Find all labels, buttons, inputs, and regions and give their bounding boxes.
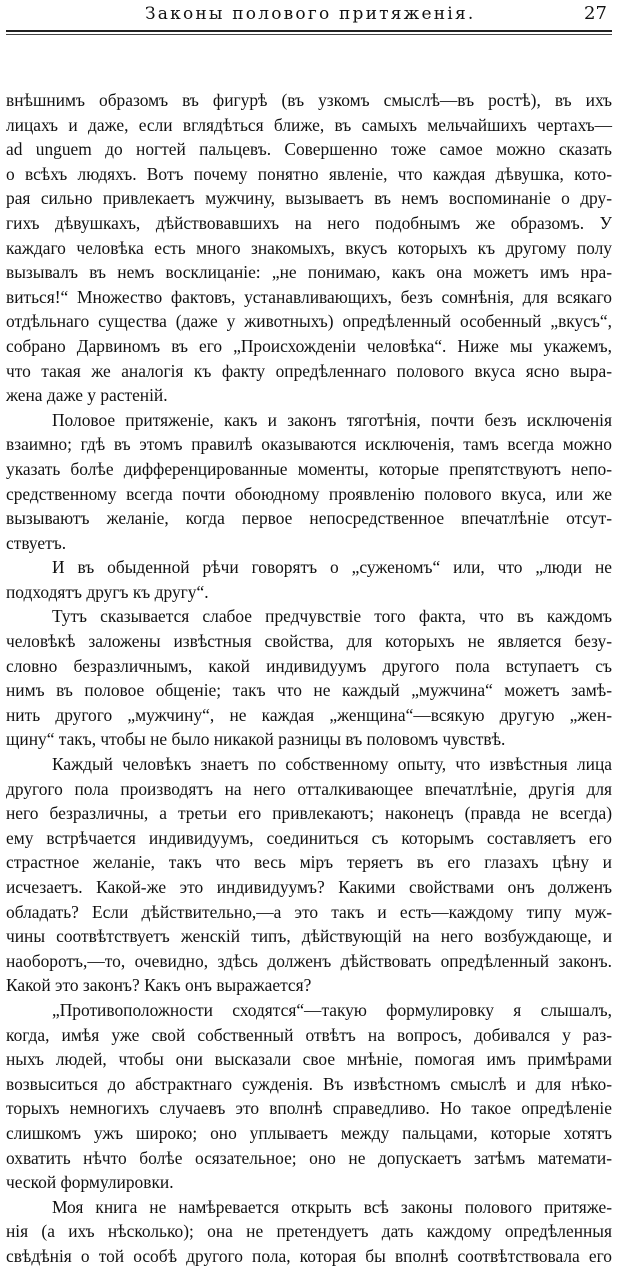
- text-line: лицахъ и даже, если вглядѣться ближе, въ самыхъ мельчайшихъ чертахъ—: [6, 114, 612, 135]
- text-line: ему встрѣчается индивидуумъ, соединиться съ которымъ составляетъ его: [6, 827, 612, 848]
- text-line: человѣкѣ заложены извѣстныя свойства, для которыхъ не является безу-: [6, 631, 612, 652]
- text-line: ствуетъ.: [6, 532, 67, 553]
- text-line: Половое притяженіе, какъ и законъ тяготѣнія, почти безъ исключенія: [52, 409, 612, 430]
- text-line: взаимно; гдѣ въ этомъ правилѣ оказываются исключенія, тамъ всегда можно: [6, 434, 612, 455]
- text-line: собрано Дарвиномъ въ его „Происхожденіи человѣка“. Ниже мы укажемъ,: [6, 335, 612, 356]
- text-line: нія (а ихъ нѣсколько); она не претендуетъ дать каждому опредѣленныя: [6, 1221, 612, 1242]
- text-line: что такая же аналогія къ факту опредѣленнаго полового вкуса ясно выра-: [6, 360, 612, 381]
- text-line: „Противоположности сходятся“—такую формулировку я слышалъ,: [52, 999, 612, 1020]
- text-line: чины соотвѣтствуетъ женскій типъ, дѣйствующій на него возбуждающе, и: [6, 926, 612, 947]
- text-line: исчезаетъ. Какой-же это индивидуумъ? Какими свойствами онъ долженъ: [6, 877, 612, 897]
- text-line: Тутъ сказывается слабое предчувствіе того факта, что въ каждомъ: [52, 606, 612, 627]
- text-line: Моя книга не намѣревается открыть всѣ законы полового притяже-: [52, 1196, 612, 1217]
- text-line: жена даже у растеній.: [6, 385, 168, 406]
- page-number: 27: [584, 3, 607, 24]
- text-line: рая сильно привлекаетъ мужчину, вызываетъ въ немъ воспоминаніе о дру-: [6, 188, 612, 209]
- text-line: отдѣльнаго существа (даже у животныхъ) опредѣленный особенный „вкусъ“,: [6, 311, 612, 332]
- header-rule: [6, 30, 612, 32]
- text-line: вызывалъ въ немъ восклицаніе: „не понимаю, какъ она можетъ имъ нра-: [6, 262, 612, 283]
- text-line: свѣдѣнія о той особѣ другого пола, которая бы вполнѣ соотвѣтствовала его: [6, 1245, 612, 1266]
- text-line: когда, имѣя уже свой собственный отвѣтъ на вопросъ, добивался у раз-: [6, 1024, 612, 1045]
- text-line: ad unguem до ногтей пальцевъ. Совершенно тоже самое можно сказать: [6, 139, 612, 160]
- text-line: каждаго человѣка есть много знакомыхъ, вкусъ которыхъ къ другому полу: [6, 237, 612, 258]
- text-line: нимъ въ половое общеніе; такъ что не каждый „мужчина“ можетъ замѣ-: [6, 680, 612, 701]
- text-line: слишкомъ ужъ широко; оно уплываетъ между пальцами, которые хотятъ: [6, 1122, 612, 1143]
- text-line: гихъ дѣвушкахъ, дѣйствовавшихъ на него подобнымъ же образомъ. У: [6, 212, 612, 233]
- header-rule-thin: [6, 34, 612, 35]
- text-line: ныхъ людей, чтобы они высказали свое мнѣніе, помогая имъ примѣрами: [6, 1049, 612, 1070]
- text-line: обладать? Если дѣйствительно,—а это такъ и есть—каждому типу муж-: [6, 901, 612, 922]
- text-line: виться!“ Множество фактовъ, устанавливающихъ, безъ сомнѣнія, для всякаго: [6, 286, 612, 307]
- text-line: возвыситься до абстрактнаго сужденія. Въ извѣстномъ смыслѣ и для нѣко-: [6, 1073, 612, 1094]
- running-title: Законы полового притяженія.: [145, 4, 476, 24]
- text-line: словно безразличнымъ, какой индивидуумъ другого пола вступаетъ съ: [6, 655, 612, 676]
- text-line: охватить нѣчто болѣе осязательное; оно не допускаетъ затѣмъ математи-: [6, 1147, 612, 1168]
- text-line: средственному всегда почти обоюдному проявленію полового вкуса, или же: [6, 483, 612, 504]
- text-line: Какой это законъ? Какъ онъ выражается?: [6, 975, 312, 996]
- text-line: страстное желаніе, такъ что весь міръ теряетъ въ его глазахъ цѣну и: [6, 852, 612, 873]
- text-line: торыхъ немногихъ случаевъ это вполнѣ справедливо. Но такое опредѣленіе: [6, 1098, 612, 1119]
- text-line: внѣшнимъ образомъ въ фигурѣ (въ узкомъ смыслѣ—въ ростѣ), въ ихъ: [6, 90, 612, 110]
- text-line: подходятъ другъ къ другу“.: [6, 581, 209, 602]
- page-header: [0, 0, 620, 40]
- text-line: него безразличны, а третьи его привлекаютъ; наконецъ (правда не всегда): [6, 803, 612, 824]
- body-text: [6, 88, 612, 1269]
- text-line: щину“ такъ, чтобы не было никакой разницы въ половомъ чувствѣ.: [6, 729, 506, 750]
- text-line: И въ обыденной рѣчи говорятъ о „суженомъ“ или, что „люди не: [52, 557, 612, 578]
- text-line: указать болѣе дифференцированные моменты, которые препятствуютъ непо-: [6, 458, 612, 479]
- text-line: Каждый человѣкъ знаетъ по собственному опыту, что извѣстныя лица: [52, 754, 612, 775]
- text-line: ческой формулировки.: [6, 1172, 174, 1193]
- text-line: о всѣхъ людяхъ. Вотъ почему понятно явленіе, что каждая дѣвушка, кото-: [6, 163, 612, 184]
- text-line: нить другого „мужчину“, не каждая „женщина“—всякую другую „жен-: [6, 704, 612, 725]
- text-line: вызываютъ желаніе, когда первое непосредственное впечатлѣніе отсут-: [6, 508, 612, 529]
- text-line: наоборотъ,—то, очевидно, здѣсь долженъ дѣйствовать опредѣленный законъ.: [6, 950, 612, 971]
- text-line: другого пола производятъ на него отталкивающее впечатлѣніе, другія для: [6, 778, 612, 799]
